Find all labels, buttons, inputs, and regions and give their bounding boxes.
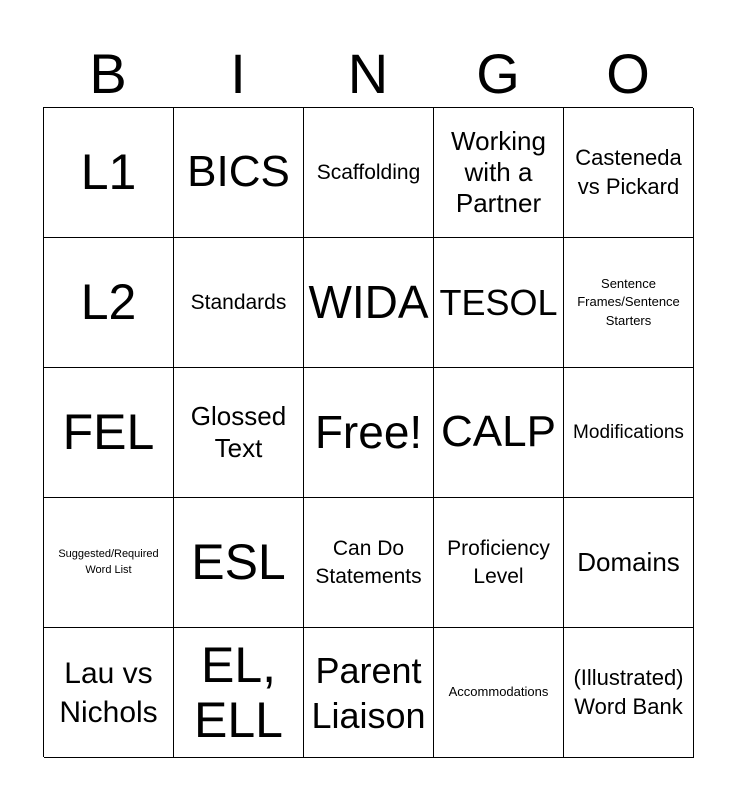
cell-text: (Illustrated) Word Bank bbox=[573, 664, 684, 719]
cell-text: EL, ELL bbox=[194, 636, 283, 748]
bingo-cell bbox=[174, 238, 304, 368]
bingo-cell bbox=[44, 108, 174, 238]
cell-text: Glossed Text bbox=[190, 401, 287, 463]
cell-text: WIDA bbox=[308, 276, 429, 329]
bingo-cell bbox=[44, 368, 174, 498]
bingo-cell bbox=[174, 368, 304, 498]
cell-text: TESOL bbox=[439, 282, 558, 323]
bingo-cell bbox=[44, 498, 174, 628]
bingo-cell bbox=[434, 498, 564, 628]
cell-text: Lau vs Nichols bbox=[59, 656, 158, 729]
cell-text: Parent Liaison bbox=[311, 649, 426, 736]
header-letter-n: N bbox=[347, 42, 389, 105]
cell-text: L1 bbox=[80, 144, 137, 200]
cell-text: Free! bbox=[314, 406, 423, 459]
bingo-cell bbox=[564, 498, 694, 628]
header-letter-i: I bbox=[230, 42, 246, 105]
cell-text: Scaffolding bbox=[316, 160, 421, 184]
bingo-cell bbox=[564, 238, 694, 368]
cell-text: Casteneda vs Pickard bbox=[575, 144, 682, 199]
bingo-cell bbox=[304, 108, 434, 238]
cell-text: CALP bbox=[441, 407, 556, 457]
cell-text: BICS bbox=[187, 147, 290, 197]
bingo-cell bbox=[564, 108, 694, 238]
bingo-cell bbox=[434, 368, 564, 498]
bingo-cell bbox=[564, 628, 694, 758]
cell-text: Working with a Partner bbox=[451, 125, 546, 219]
cell-text: Standards bbox=[190, 290, 287, 314]
bingo-cell bbox=[44, 238, 174, 368]
bingo-cell bbox=[434, 238, 564, 368]
bingo-cell bbox=[44, 628, 174, 758]
bingo-cell bbox=[304, 628, 434, 758]
bingo-cell bbox=[174, 498, 304, 628]
bingo-header bbox=[43, 40, 693, 108]
cell-text: Domains bbox=[577, 546, 680, 577]
bingo-board bbox=[43, 107, 693, 757]
cell-text: Can Do Statements bbox=[315, 537, 422, 588]
header-letter-g: G bbox=[476, 42, 520, 105]
bingo-cell bbox=[434, 628, 564, 758]
cell-text: FEL bbox=[62, 404, 155, 460]
bingo-cell bbox=[304, 498, 434, 628]
bingo-cell bbox=[564, 368, 694, 498]
cell-text: Proficiency Level bbox=[447, 537, 550, 588]
cell-text: L2 bbox=[80, 274, 137, 330]
cell-text: Modifications bbox=[573, 421, 684, 443]
cell-text: Sentence Frames/Sentence Starters bbox=[577, 276, 680, 328]
bingo-cell bbox=[174, 628, 304, 758]
cell-text: Suggested/Required Word List bbox=[58, 548, 159, 576]
header-letter-o: O bbox=[606, 42, 650, 105]
cell-text: ESL bbox=[191, 534, 286, 590]
bingo-cell bbox=[304, 238, 434, 368]
bingo-cell bbox=[434, 108, 564, 238]
header-letter-b: B bbox=[89, 42, 127, 105]
bingo-cell bbox=[304, 368, 434, 498]
bingo-cell bbox=[174, 108, 304, 238]
cell-text: Accommodations bbox=[448, 684, 549, 700]
